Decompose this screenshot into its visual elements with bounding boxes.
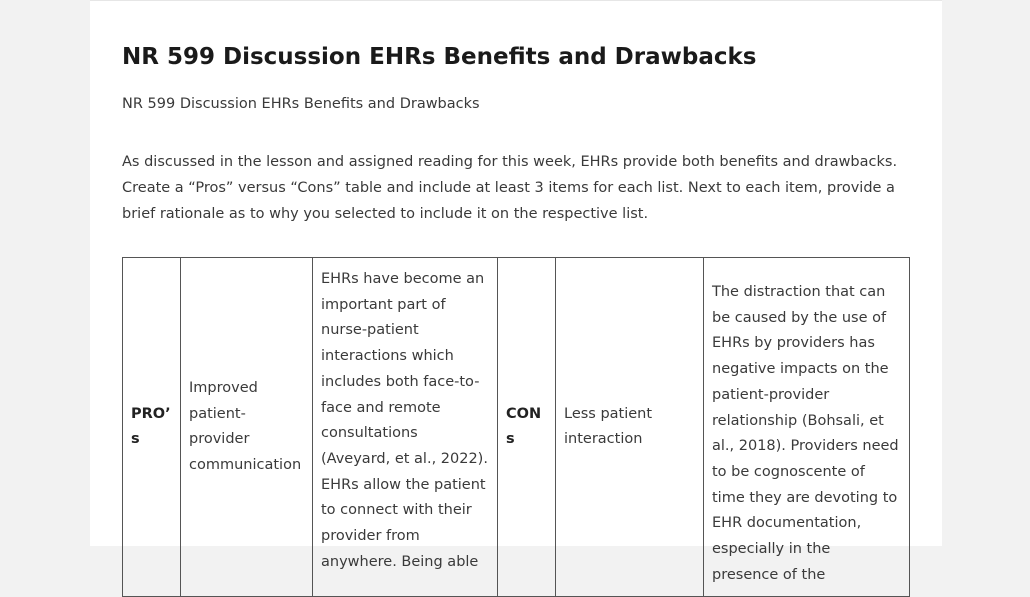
article-intro: As discussed in the lesson and assigned reading for this week, EHRs provide both benefits and drawbacks. Create a “Pros” versus “Cons” table and include at least 3 items for each list. Next to each item, provide a brief rationale as to why you selected to include it on the respective list.	[122, 154, 898, 222]
pro-item-cell: Improved patient-provider communication	[181, 258, 313, 597]
cons-label-cell: CONs	[498, 258, 556, 597]
article-page	[90, 0, 942, 583]
article-subtitle: NR 599 Discussion EHRs Benefits and Drawbacks	[122, 96, 480, 112]
con-rationale-cell: The distraction that can be caused by the use of EHRs by providers has negative impacts on the patient-provider relationship (Bohsali, et al., 2018). Providers need to be cognoscente of time they are devoting to EHR documentation, especially in the presence of the	[704, 258, 910, 597]
page-title: NR 599 Discussion EHRs Benefits and Drawbacks	[122, 44, 757, 70]
pro-rationale-cell: EHRs have become an important part of nurse-patient interactions which includes both face-to-face and remote consultations (Aveyard, et al., 2022). EHRs allow the patient to connect with their provider from anywhere. Being able	[313, 258, 498, 597]
pros-cons-table	[122, 257, 910, 597]
con-item-cell: Less patient interaction	[556, 258, 704, 597]
pros-label-cell: PRO’s	[123, 258, 181, 597]
table-row	[123, 258, 910, 597]
